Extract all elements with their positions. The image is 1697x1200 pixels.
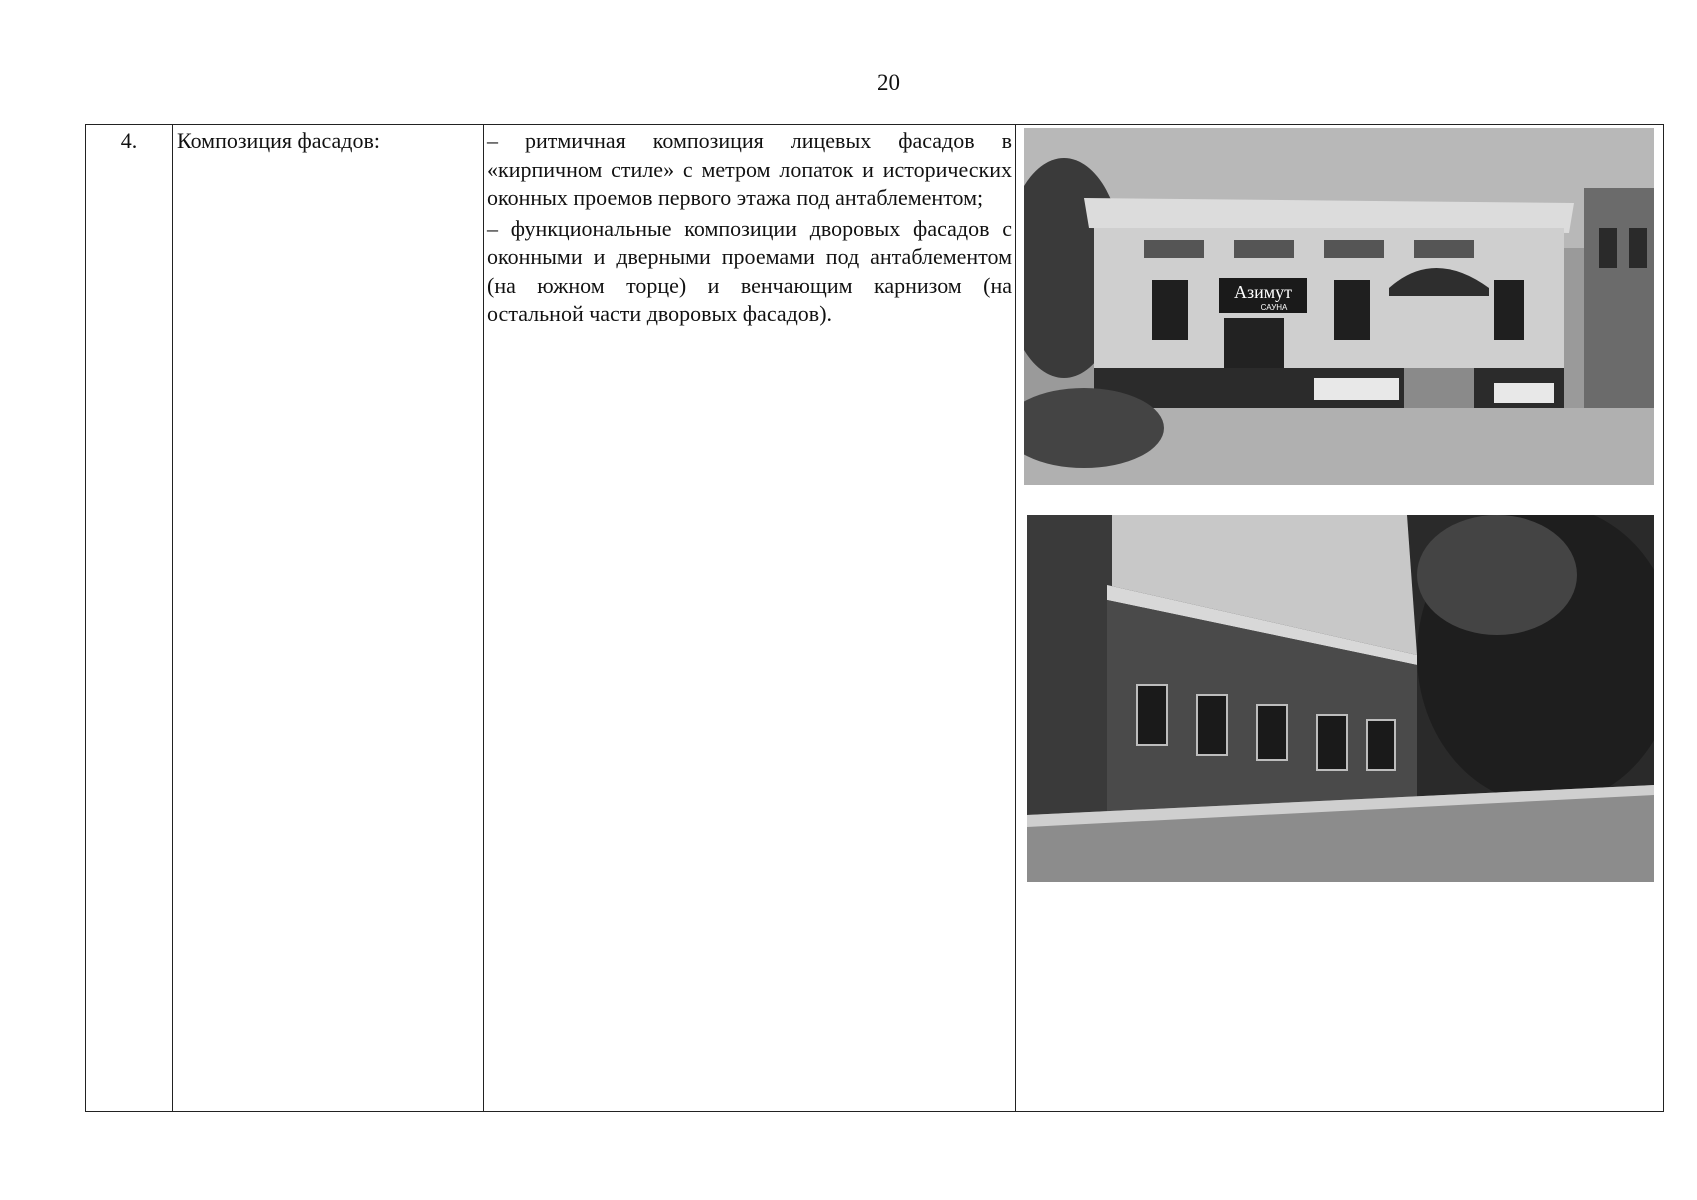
facade-table: [85, 124, 1664, 1112]
row-name-cell: [173, 125, 484, 1112]
row-photos-cell: [1016, 125, 1664, 1112]
facade-photo-street: [1024, 128, 1654, 485]
row-number: 4.: [86, 125, 173, 1112]
description-item-2: – функциональные композиции дворовых фасадов с оконными и дверными проемами под антаблементом (на южном торце) и венчающим карнизом (на остальной части дворовых фасадов).: [487, 215, 1012, 326]
row-description-cell: [484, 125, 1016, 1112]
facade-photo-courtyard: [1027, 515, 1654, 882]
page-number: 20: [877, 70, 900, 95]
description-item-1: – ритмичная композиция лицевых фасадов в «кирпичном стиле» с метром лопаток и исторических оконных проемов первого этажа под антаблементом;: [487, 128, 1012, 210]
sign-sub-text: САУНА: [1260, 303, 1288, 312]
table-row: [86, 125, 1664, 1112]
row-name: Композиция фасадов:: [177, 128, 380, 153]
sign-main-text: Азимут: [1234, 282, 1292, 302]
